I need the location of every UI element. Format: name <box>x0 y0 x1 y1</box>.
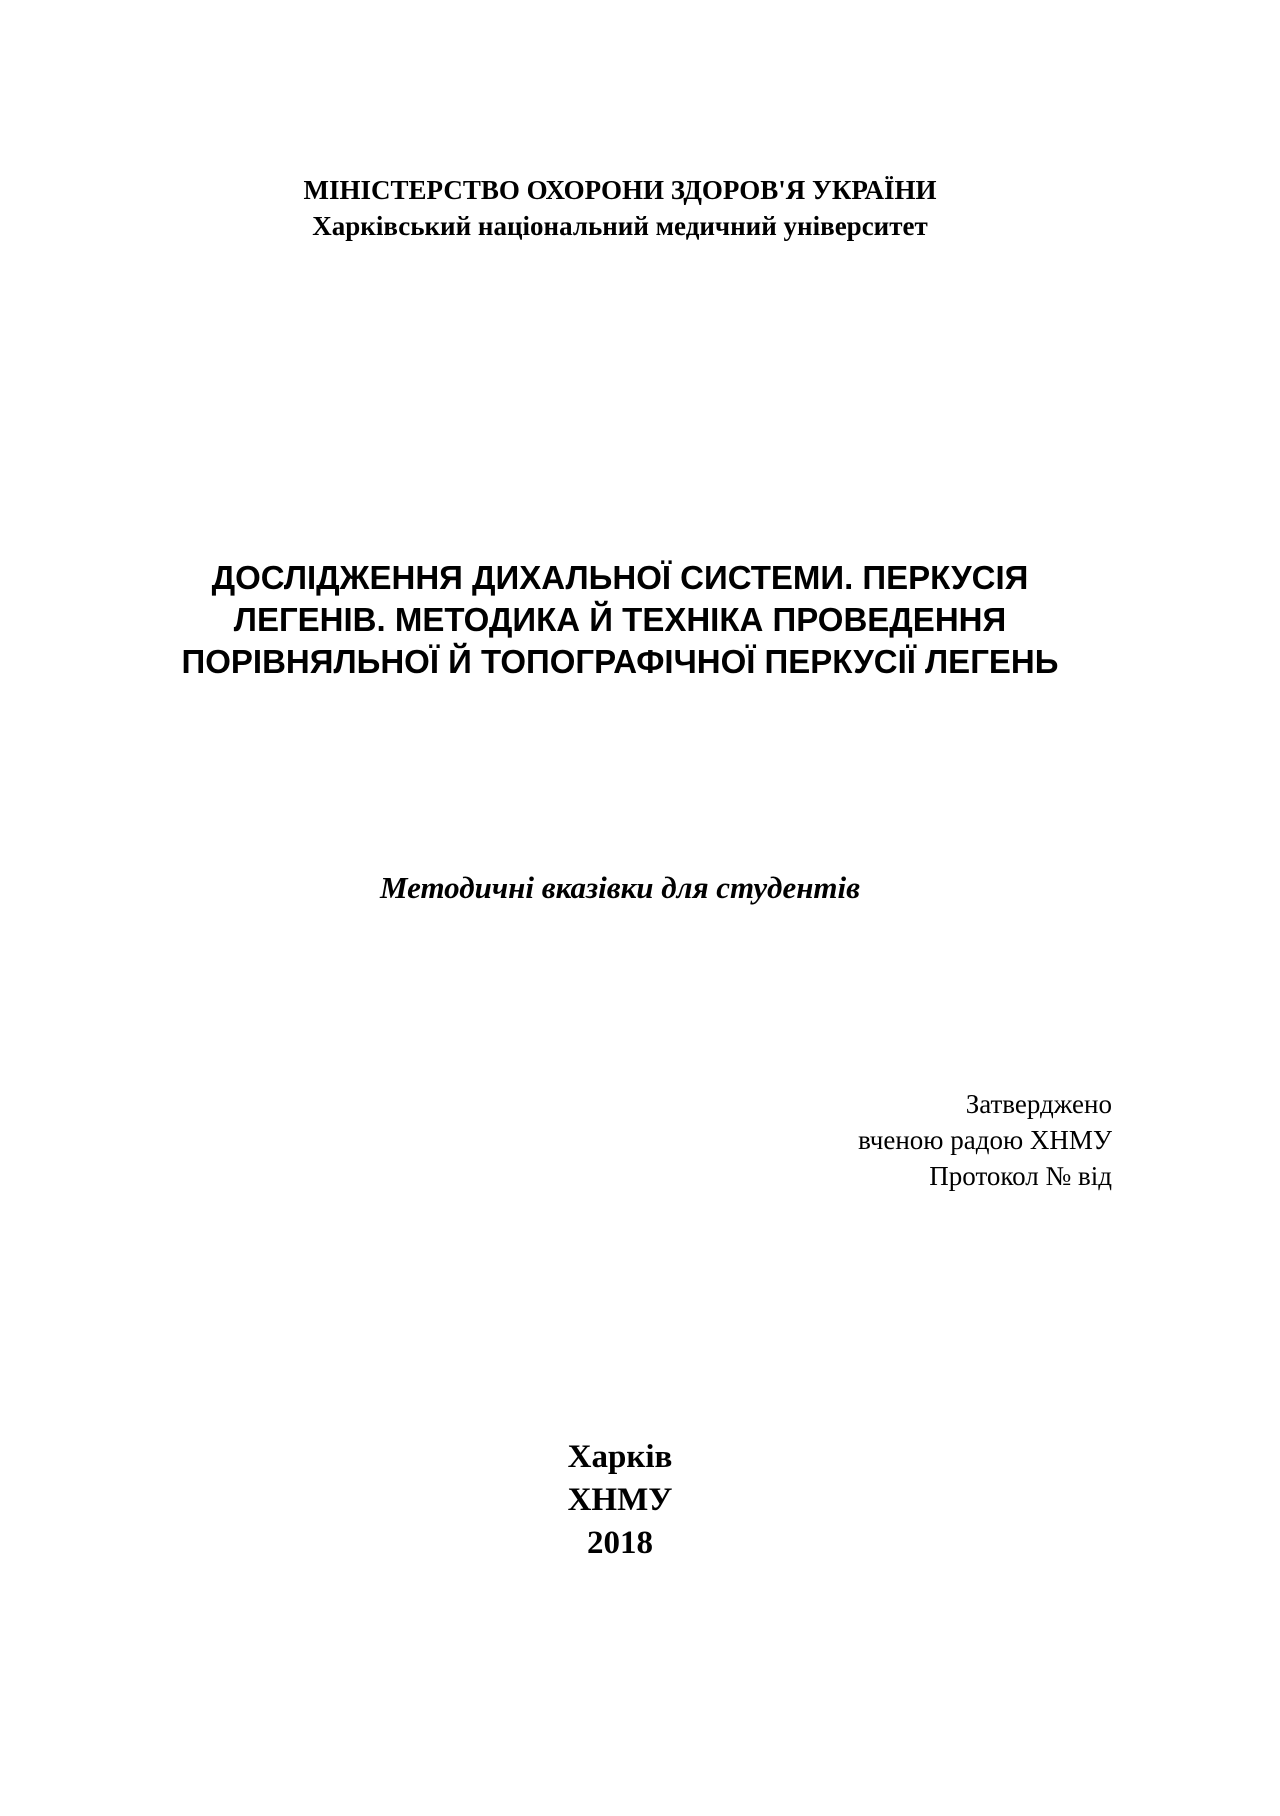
approval-block <box>700 1086 1112 1194</box>
imprint-year: 2018 <box>587 1525 653 1561</box>
approval-line: вченою радою ХНМУ <box>858 1125 1112 1155</box>
document-title <box>0 557 1240 683</box>
imprint-city: Харків <box>567 1439 673 1475</box>
document-subtitle <box>0 868 1240 908</box>
publication-imprint <box>0 1436 1240 1565</box>
approval-line: Затверджено <box>965 1089 1112 1119</box>
title-line: ЛЕГЕНІВ. МЕТОДИКА Й ТЕХНІКА ПРОВЕДЕННЯ <box>233 601 1007 638</box>
university-name: Харківський національний медичний університет <box>312 211 928 241</box>
title-line: ПОРІВНЯЛЬНОЇ Й ТОПОГРАФІЧНОЇ ПЕРКУСІЇ ЛЕГЕНЬ <box>181 643 1059 680</box>
institution-header <box>0 172 1240 244</box>
ministry-name: МІНІСТЕРСТВО ОХОРОНИ ЗДОРОВ'Я УКРАЇНИ <box>303 175 937 205</box>
subtitle-text: Методичні вказівки для студентів <box>380 870 860 905</box>
title-line: ДОСЛІДЖЕННЯ ДИХАЛЬНОЇ СИСТЕМИ. ПЕРКУСІЯ <box>211 559 1029 596</box>
imprint-publisher: ХНМУ <box>567 1482 673 1518</box>
approval-line: Протокол № від <box>929 1161 1112 1191</box>
